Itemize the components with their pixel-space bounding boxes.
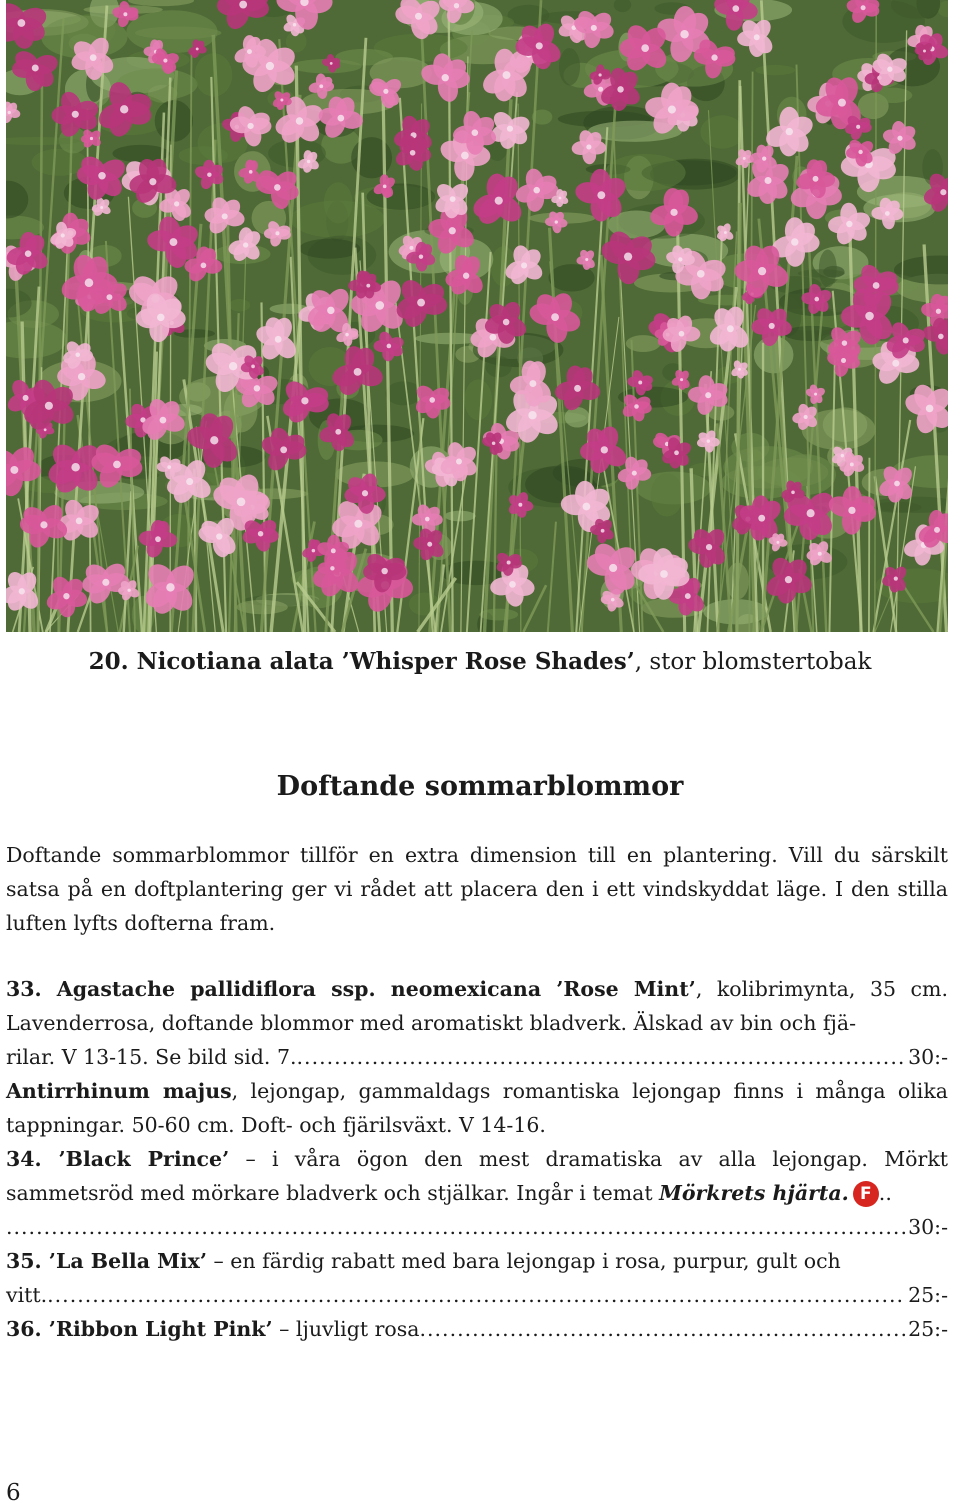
section-heading: Doftande sommarblommor	[276, 771, 684, 802]
flower-photo	[6, 0, 948, 632]
fragrance-badge-icon: F	[853, 1181, 879, 1207]
item-33-description: 33. Agastache pallidiflora ssp. neomexicana ’Rose Mint’, kolibrimynta, 35 cm. Lavenderrosa, doftande blommor med aromatiskt bladverk. Älskad av bin och fjä-	[6, 977, 948, 1035]
photo-caption	[0, 646, 960, 678]
item-35-price-line: vitt. ..... 25:-	[6, 1278, 948, 1312]
item-35-description: 35. ’La Bella Mix’ – en färdig rabatt med bara lejongap i rosa, purpur, gult och	[6, 1249, 841, 1273]
item-35-name: 35. ’La Bella Mix’	[6, 1249, 207, 1273]
item-35-price: 25:-	[908, 1283, 948, 1307]
item-34-price: 30:-	[908, 1215, 948, 1239]
antirrhinum-description: Antirrhinum majus, lejongap, gammaldags romantiska lejongap finns i många olika tappningar. 50-60 cm. Doft- och fjärilsväxt. V 14-16.	[6, 1079, 948, 1137]
intro-paragraph: Doftande sommarblommor tillför en extra dimension till en plantering. Vill du särskilt satsa på en doftplantering ger vi rådet att placera den i ett vindskyddat läge. I den stilla luften lyfts dofterna fram.	[6, 843, 948, 935]
nicotiana-flowers-image	[6, 0, 948, 632]
caption-title: 20. Nicotiana alata ’Whisper Rose Shades’	[88, 648, 635, 675]
item-36-price: 25:-	[908, 1317, 948, 1341]
item-33-price-line: rilar. V 13-15. Se bild sid. 7. ..... 30:-	[6, 1040, 948, 1074]
item-36-name: 36. ’Ribbon Light Pink’	[6, 1317, 273, 1341]
item-33-name: 33. Agastache pallidiflora ssp. neomexicana ’Rose Mint’	[6, 977, 696, 1001]
item-34-theme: Mörkrets hjärta.	[659, 1181, 849, 1205]
caption-subtitle: , stor blomstertobak	[634, 649, 872, 675]
antirrhinum-name: Antirrhinum majus	[6, 1079, 232, 1103]
page-number: 6	[6, 1480, 21, 1506]
item-33-price: 30:-	[908, 1045, 948, 1069]
item-34-description: 34. ’Black Prince’ – i våra ögon den mest dramatiska av alla lejongap. Mörkt sammetsröd med mörkare bladverk och stjälkar. Ingår i temat Mörkrets hjärta. F ..	[6, 1147, 948, 1205]
item-34-price-line	[6, 1210, 948, 1244]
item-34-name: 34. ’Black Prince’	[6, 1147, 230, 1171]
article-body	[6, 838, 948, 1346]
item-36-price-line: 36. ’Ribbon Light Pink’ – ljuvligt rosa ..... 25:-	[6, 1312, 948, 1346]
